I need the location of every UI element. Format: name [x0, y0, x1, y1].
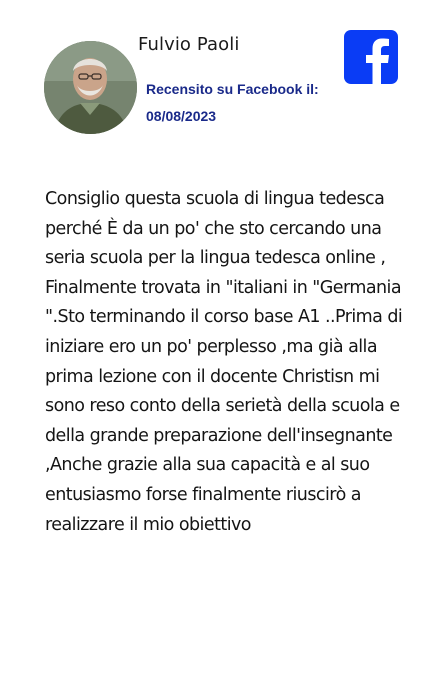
- review-source-line: Recensito su Facebook il:: [146, 81, 319, 97]
- reviewer-name: Fulvio Paoli: [138, 34, 240, 55]
- reviewer-photo: [44, 41, 137, 134]
- review-date: 08/08/2023: [146, 108, 217, 124]
- review-meta: [146, 76, 346, 130]
- facebook-icon[interactable]: [344, 30, 398, 84]
- reviewer-avatar: [44, 41, 137, 134]
- review-text: Consiglio questa scuola di lingua tedesca perché È da un po' che sto cercando una seria scuola per la lingua tedesca online , Finalmente trovata in "italiani in "Germania ".Sto terminando il corso base A1 ..Prima di iniziare ero un po' perplesso ,ma già alla prima lezione con il docente Christisn mi sono reso conto della serietà della scuola e della grande preparazione dell'insegnante ,Anche grazie alla sua capacità e al suo entusiasmo forse finalmente riuscirò a realizzare il mio obiettivo: [45, 189, 403, 535]
